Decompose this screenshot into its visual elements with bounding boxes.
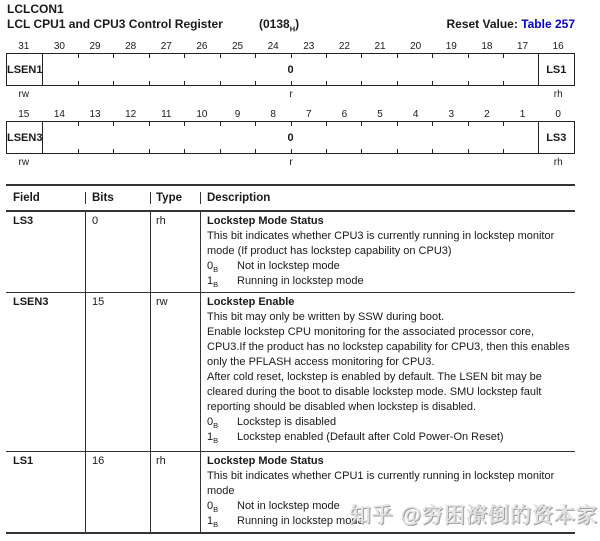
access-type-right: rh bbox=[553, 89, 563, 100]
bit-boundary-tick bbox=[78, 122, 79, 126]
description-paragraph: Enable lockstep CPU monitoring for the associated processor core, CPU3.If the product has no lockstep capability for CPU3, then this enables only the PFLASH access monitoring for CPU3. bbox=[207, 326, 570, 368]
bit-field-right: LS1 bbox=[538, 54, 574, 85]
bit-number: 14 bbox=[53, 109, 65, 120]
value-number: 1 bbox=[207, 431, 214, 443]
bit-boundary-tick bbox=[184, 122, 185, 126]
bit-number: 9 bbox=[234, 109, 241, 120]
value-number: 0 bbox=[207, 416, 214, 428]
description-paragraph: This bit may only be written by SSW during boot. bbox=[207, 311, 445, 323]
bit-boundary-tick bbox=[255, 54, 256, 58]
reset-value bbox=[446, 17, 575, 31]
access-type-right: rh bbox=[553, 157, 563, 168]
bit-number: 10 bbox=[196, 109, 208, 120]
description-title: Lockstep Enable bbox=[207, 296, 295, 308]
bit-number: 13 bbox=[89, 109, 101, 120]
bit-number: 27 bbox=[160, 41, 172, 52]
value-code bbox=[207, 274, 237, 289]
table-header-field: Field bbox=[13, 192, 40, 204]
bit-boundary-tick bbox=[326, 149, 327, 153]
bit-boundary-tick bbox=[255, 122, 256, 126]
bit-number: 31 bbox=[18, 41, 30, 52]
value-meaning: Lockstep enabled (Default after Cold Power-On Reset) bbox=[237, 431, 504, 443]
bit-boundary-tick bbox=[397, 122, 398, 126]
bit-number: 26 bbox=[196, 41, 208, 52]
value-meaning: Not in lockstep mode bbox=[237, 260, 340, 272]
bit-number: 18 bbox=[481, 41, 493, 52]
bit-boundary-tick bbox=[432, 54, 433, 58]
bit-boundary-tick bbox=[78, 81, 79, 85]
reset-value-label: Reset Value: bbox=[446, 17, 522, 31]
bit-boundary-tick bbox=[503, 122, 504, 126]
bit-boundary-tick bbox=[432, 149, 433, 153]
description-paragraph: This bit indicates whether CPU1 is currently running in lockstep monitor mode bbox=[207, 470, 555, 497]
bit-boundary-tick bbox=[291, 122, 292, 126]
value-number: 0 bbox=[207, 260, 214, 272]
bit-boundary-tick bbox=[149, 149, 150, 153]
type-cell: rw bbox=[150, 293, 200, 451]
value-code bbox=[207, 499, 237, 514]
description-paragraph: This bit indicates whether CPU3 is currently running in lockstep monitor mode (If product has lockstep capability on CPU3) bbox=[207, 230, 555, 257]
table-header-bits: Bits bbox=[85, 192, 150, 204]
bit-number: 11 bbox=[161, 109, 172, 120]
register-box bbox=[6, 121, 575, 154]
bit-boundary-tick bbox=[397, 149, 398, 153]
value-meaning: Running in lockstep mode bbox=[237, 515, 364, 527]
bit-boundary-tick bbox=[149, 81, 150, 85]
bit-numbers-row bbox=[6, 41, 576, 52]
bit-number: 28 bbox=[125, 41, 137, 52]
register-box bbox=[6, 53, 575, 86]
address-prefix: (0138 bbox=[259, 17, 290, 31]
value-meaning: Lockstep is disabled bbox=[237, 416, 337, 428]
bit-number: 15 bbox=[18, 109, 30, 120]
bit-number: 22 bbox=[338, 41, 350, 52]
access-row bbox=[6, 89, 576, 101]
bit-number: 2 bbox=[484, 109, 490, 120]
bit-boundary-tick bbox=[326, 122, 327, 126]
bits-cell: 15 bbox=[85, 293, 150, 451]
table-body bbox=[6, 212, 575, 534]
bit-number: 25 bbox=[232, 41, 244, 52]
value-subscript: B bbox=[213, 436, 219, 446]
bit-number: 19 bbox=[445, 41, 457, 52]
bit-boundary-tick bbox=[184, 81, 185, 85]
reset-value-table-link[interactable]: Table 257 bbox=[521, 17, 575, 31]
description-cell bbox=[200, 212, 575, 292]
field-name-cell: LSEN3 bbox=[13, 296, 49, 308]
bit-number: 4 bbox=[412, 109, 419, 120]
bit-boundary-tick bbox=[291, 54, 292, 58]
bit-boundary-tick bbox=[432, 81, 433, 85]
bits-cell: 16 bbox=[85, 452, 150, 532]
field-description-table bbox=[6, 184, 575, 534]
bit-boundary-tick bbox=[291, 149, 292, 153]
bit-boundary-tick bbox=[361, 149, 362, 153]
access-type-left: rw bbox=[18, 89, 30, 100]
register-diagram-low-word bbox=[0, 109, 600, 171]
bit-number: 29 bbox=[89, 41, 101, 52]
value-number: 1 bbox=[207, 275, 214, 287]
bit-boundary-tick bbox=[113, 149, 114, 153]
type-cell: rh bbox=[150, 452, 200, 532]
bit-boundary-tick bbox=[326, 81, 327, 85]
bits-cell: 0 bbox=[85, 212, 150, 292]
bit-boundary-tick bbox=[113, 81, 114, 85]
field-name-cell: LS1 bbox=[13, 455, 34, 467]
bit-boundary-tick bbox=[361, 81, 362, 85]
bit-number: 6 bbox=[341, 109, 348, 120]
value-code bbox=[207, 514, 237, 529]
value-definition-line bbox=[207, 274, 571, 289]
value-definition-line bbox=[207, 415, 571, 430]
bit-number: 30 bbox=[53, 41, 65, 52]
value-definition-line bbox=[207, 259, 571, 274]
bit-boundary-tick bbox=[468, 149, 469, 153]
bit-boundary-tick bbox=[432, 122, 433, 126]
bit-boundary-tick bbox=[255, 149, 256, 153]
bit-boundary-tick bbox=[255, 81, 256, 85]
bit-boundary-tick bbox=[149, 54, 150, 58]
bit-number: 17 bbox=[517, 41, 529, 52]
bit-field-left: LSEN3 bbox=[7, 122, 43, 153]
bit-field-right: LS3 bbox=[538, 122, 574, 153]
bit-boundary-tick bbox=[361, 122, 362, 126]
value-meaning: Running in lockstep mode bbox=[237, 275, 364, 287]
bit-boundary-tick bbox=[220, 122, 221, 126]
zhihu-watermark: 知乎 @穷困潦倒的资本家 bbox=[349, 504, 598, 527]
access-type-left: rw bbox=[18, 157, 30, 168]
bit-number: 1 bbox=[519, 109, 526, 120]
value-number: 0 bbox=[207, 500, 214, 512]
bit-boundary-tick bbox=[326, 54, 327, 58]
bit-boundary-tick bbox=[78, 149, 79, 153]
bit-boundary-tick bbox=[503, 81, 504, 85]
address-suffix: ) bbox=[295, 17, 300, 31]
table-row bbox=[6, 212, 575, 293]
description-cell bbox=[200, 293, 575, 451]
access-type-middle: r bbox=[289, 89, 293, 100]
bit-number: 23 bbox=[303, 41, 315, 52]
bit-boundary-tick bbox=[468, 122, 469, 126]
value-subscript: B bbox=[213, 505, 219, 515]
bit-boundary-tick bbox=[220, 81, 221, 85]
value-subscript: B bbox=[213, 421, 219, 431]
bit-boundary-tick bbox=[113, 54, 114, 58]
bit-boundary-tick bbox=[503, 149, 504, 153]
value-code bbox=[207, 259, 237, 274]
bit-number: 5 bbox=[377, 109, 383, 120]
bit-boundary-tick bbox=[503, 54, 504, 58]
bit-boundary-tick bbox=[113, 122, 114, 126]
bit-boundary-tick bbox=[361, 54, 362, 58]
bit-number: 7 bbox=[306, 109, 312, 120]
table-header-row bbox=[6, 186, 575, 212]
bit-boundary-tick bbox=[468, 54, 469, 58]
bit-number: 24 bbox=[267, 41, 279, 52]
bit-boundary-tick bbox=[78, 54, 79, 58]
description-paragraph: After cold reset, lockstep is enabled by default. The LSEN bit may be cleared during the boot to disable lockstep mode. SMU lockstep fault reporting should be disabled when lockstep is disabled. bbox=[207, 371, 542, 413]
register-long-name: LCL CPU1 and CPU3 Control Register bbox=[7, 17, 223, 31]
table-row bbox=[6, 293, 575, 452]
register-diagram-high-word bbox=[0, 41, 600, 103]
access-row bbox=[6, 157, 576, 169]
type-cell: rh bbox=[150, 212, 200, 292]
bit-boundary-tick bbox=[220, 149, 221, 153]
bit-boundary-tick bbox=[149, 122, 150, 126]
value-subscript: B bbox=[213, 265, 219, 275]
value-subscript: B bbox=[213, 280, 219, 290]
table-header-description: Description bbox=[200, 192, 575, 204]
bit-number: 8 bbox=[270, 109, 276, 120]
bit-boundary-tick bbox=[397, 81, 398, 85]
bit-boundary-tick bbox=[291, 81, 292, 85]
value-subscript: B bbox=[213, 520, 219, 530]
description-title: Lockstep Mode Status bbox=[207, 215, 324, 227]
bit-field-reserved: 0 bbox=[287, 131, 294, 144]
value-code bbox=[207, 430, 237, 445]
bit-number: 16 bbox=[552, 41, 564, 52]
bit-boundary-tick bbox=[184, 149, 185, 153]
table-header-type: Type bbox=[150, 192, 200, 204]
value-code bbox=[207, 415, 237, 430]
field-name-cell: LS3 bbox=[13, 215, 34, 227]
bit-number: 12 bbox=[125, 109, 137, 120]
bit-boundary-tick bbox=[397, 54, 398, 58]
bit-boundary-tick bbox=[468, 81, 469, 85]
value-meaning: Not in lockstep mode bbox=[237, 500, 340, 512]
bit-boundary-tick bbox=[220, 54, 221, 58]
bit-boundary-tick bbox=[184, 54, 185, 58]
value-definition-line bbox=[207, 430, 571, 445]
access-type-middle: r bbox=[289, 157, 293, 168]
bit-number: 21 bbox=[374, 41, 386, 52]
register-address bbox=[259, 17, 300, 34]
bit-number: 3 bbox=[448, 109, 455, 120]
bit-numbers-row bbox=[6, 109, 576, 120]
value-number: 1 bbox=[207, 515, 214, 527]
address-subscript: H bbox=[289, 24, 296, 34]
bit-number: 0 bbox=[555, 109, 561, 120]
register-short-name: LCLCON1 bbox=[7, 2, 64, 16]
description-title: Lockstep Mode Status bbox=[207, 455, 324, 467]
bit-field-left: LSEN1 bbox=[7, 54, 43, 85]
bit-field-reserved: 0 bbox=[287, 63, 294, 76]
bit-number: 20 bbox=[410, 41, 422, 52]
